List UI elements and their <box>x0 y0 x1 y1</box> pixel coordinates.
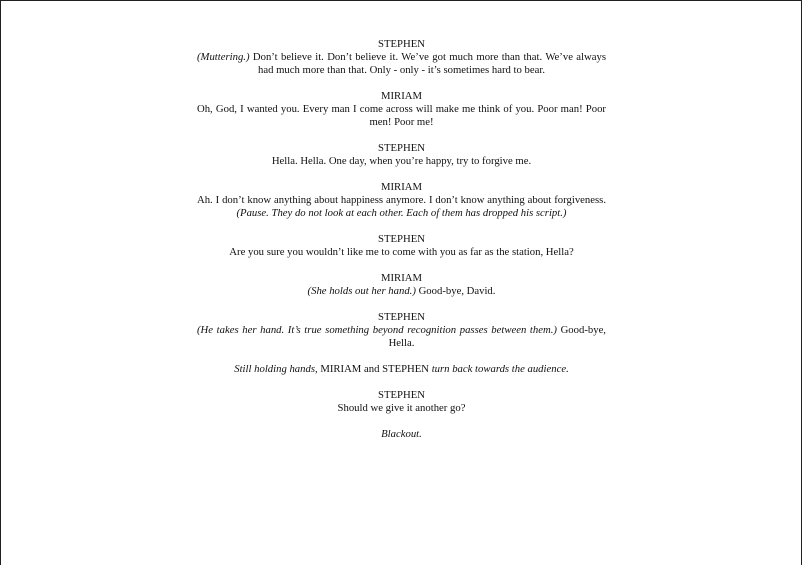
stage-direction: (Muttering.) <box>197 51 250 63</box>
dialogue-text: Good-bye, David. <box>415 285 496 297</box>
character-name: STEPHEN <box>382 363 430 375</box>
speaker-name: STEPHEN <box>378 389 425 401</box>
dialogue-line <box>197 324 606 350</box>
dialogue-text: Hella. Hella. One day, when you’re happy, try to forgive me. <box>271 155 532 167</box>
dialogue-line <box>197 402 606 415</box>
speaker-name: STEPHEN <box>378 38 425 50</box>
dialogue-text: Good-bye, Hella. <box>388 324 606 349</box>
dialogue-text: Oh, God, I wanted you. Every man I come across will make me think of you. Poor man! Poor men! Poor me! <box>197 103 606 128</box>
dialogue-block <box>197 142 606 168</box>
dialogue-block <box>197 311 606 350</box>
direction-conjunction: and <box>361 363 383 375</box>
dialogue-line <box>197 51 606 77</box>
dialogue-block <box>197 38 606 77</box>
stage-direction: (He takes her hand. It’s true something beyond recognition passes between them.) <box>197 324 557 336</box>
speaker-name: STEPHEN <box>378 233 425 245</box>
dialogue-block <box>197 389 606 415</box>
dialogue-line <box>197 155 606 168</box>
speaker-name: STEPHEN <box>378 142 425 154</box>
dialogue-line <box>197 285 606 298</box>
stage-direction: (She holds out her hand.) <box>307 285 416 297</box>
dialogue-text: Don’t believe it. Don’t believe it. We’ve got much more than that. We’ve always had much more than that. Only - only - it’s sometimes hard to bear. <box>249 51 606 76</box>
dialogue-line <box>197 103 606 129</box>
dialogue-block <box>197 90 606 129</box>
dialogue-block <box>197 181 606 220</box>
dialogue-text: Should we give it another go? <box>337 402 466 414</box>
stage-direction: (Pause. They do not look at each other. Each of them has dropped his script.) <box>236 207 567 219</box>
speaker-name: MIRIAM <box>381 90 422 102</box>
speaker-name: MIRIAM <box>381 181 422 193</box>
blackout-direction: Blackout. <box>381 428 422 440</box>
character-name: MIRIAM <box>317 363 362 375</box>
script-body <box>197 38 606 441</box>
speaker-name: STEPHEN <box>378 311 425 323</box>
dialogue-text: Are you sure you wouldn’t like me to come with you as far as the station, Hella? <box>229 246 574 258</box>
direction-text: turn back towards the audience. <box>429 363 569 375</box>
dialogue-line <box>197 194 606 220</box>
stage-direction-paragraph <box>197 363 606 376</box>
dialogue-text: Ah. I don’t know anything about happiness anymore. I don’t know anything about forgiveness. <box>197 194 606 206</box>
dialogue-block <box>197 233 606 259</box>
speaker-name: MIRIAM <box>381 272 422 284</box>
dialogue-line <box>197 246 606 259</box>
direction-text: Still holding hands, <box>234 363 318 375</box>
dialogue-block <box>197 272 606 298</box>
